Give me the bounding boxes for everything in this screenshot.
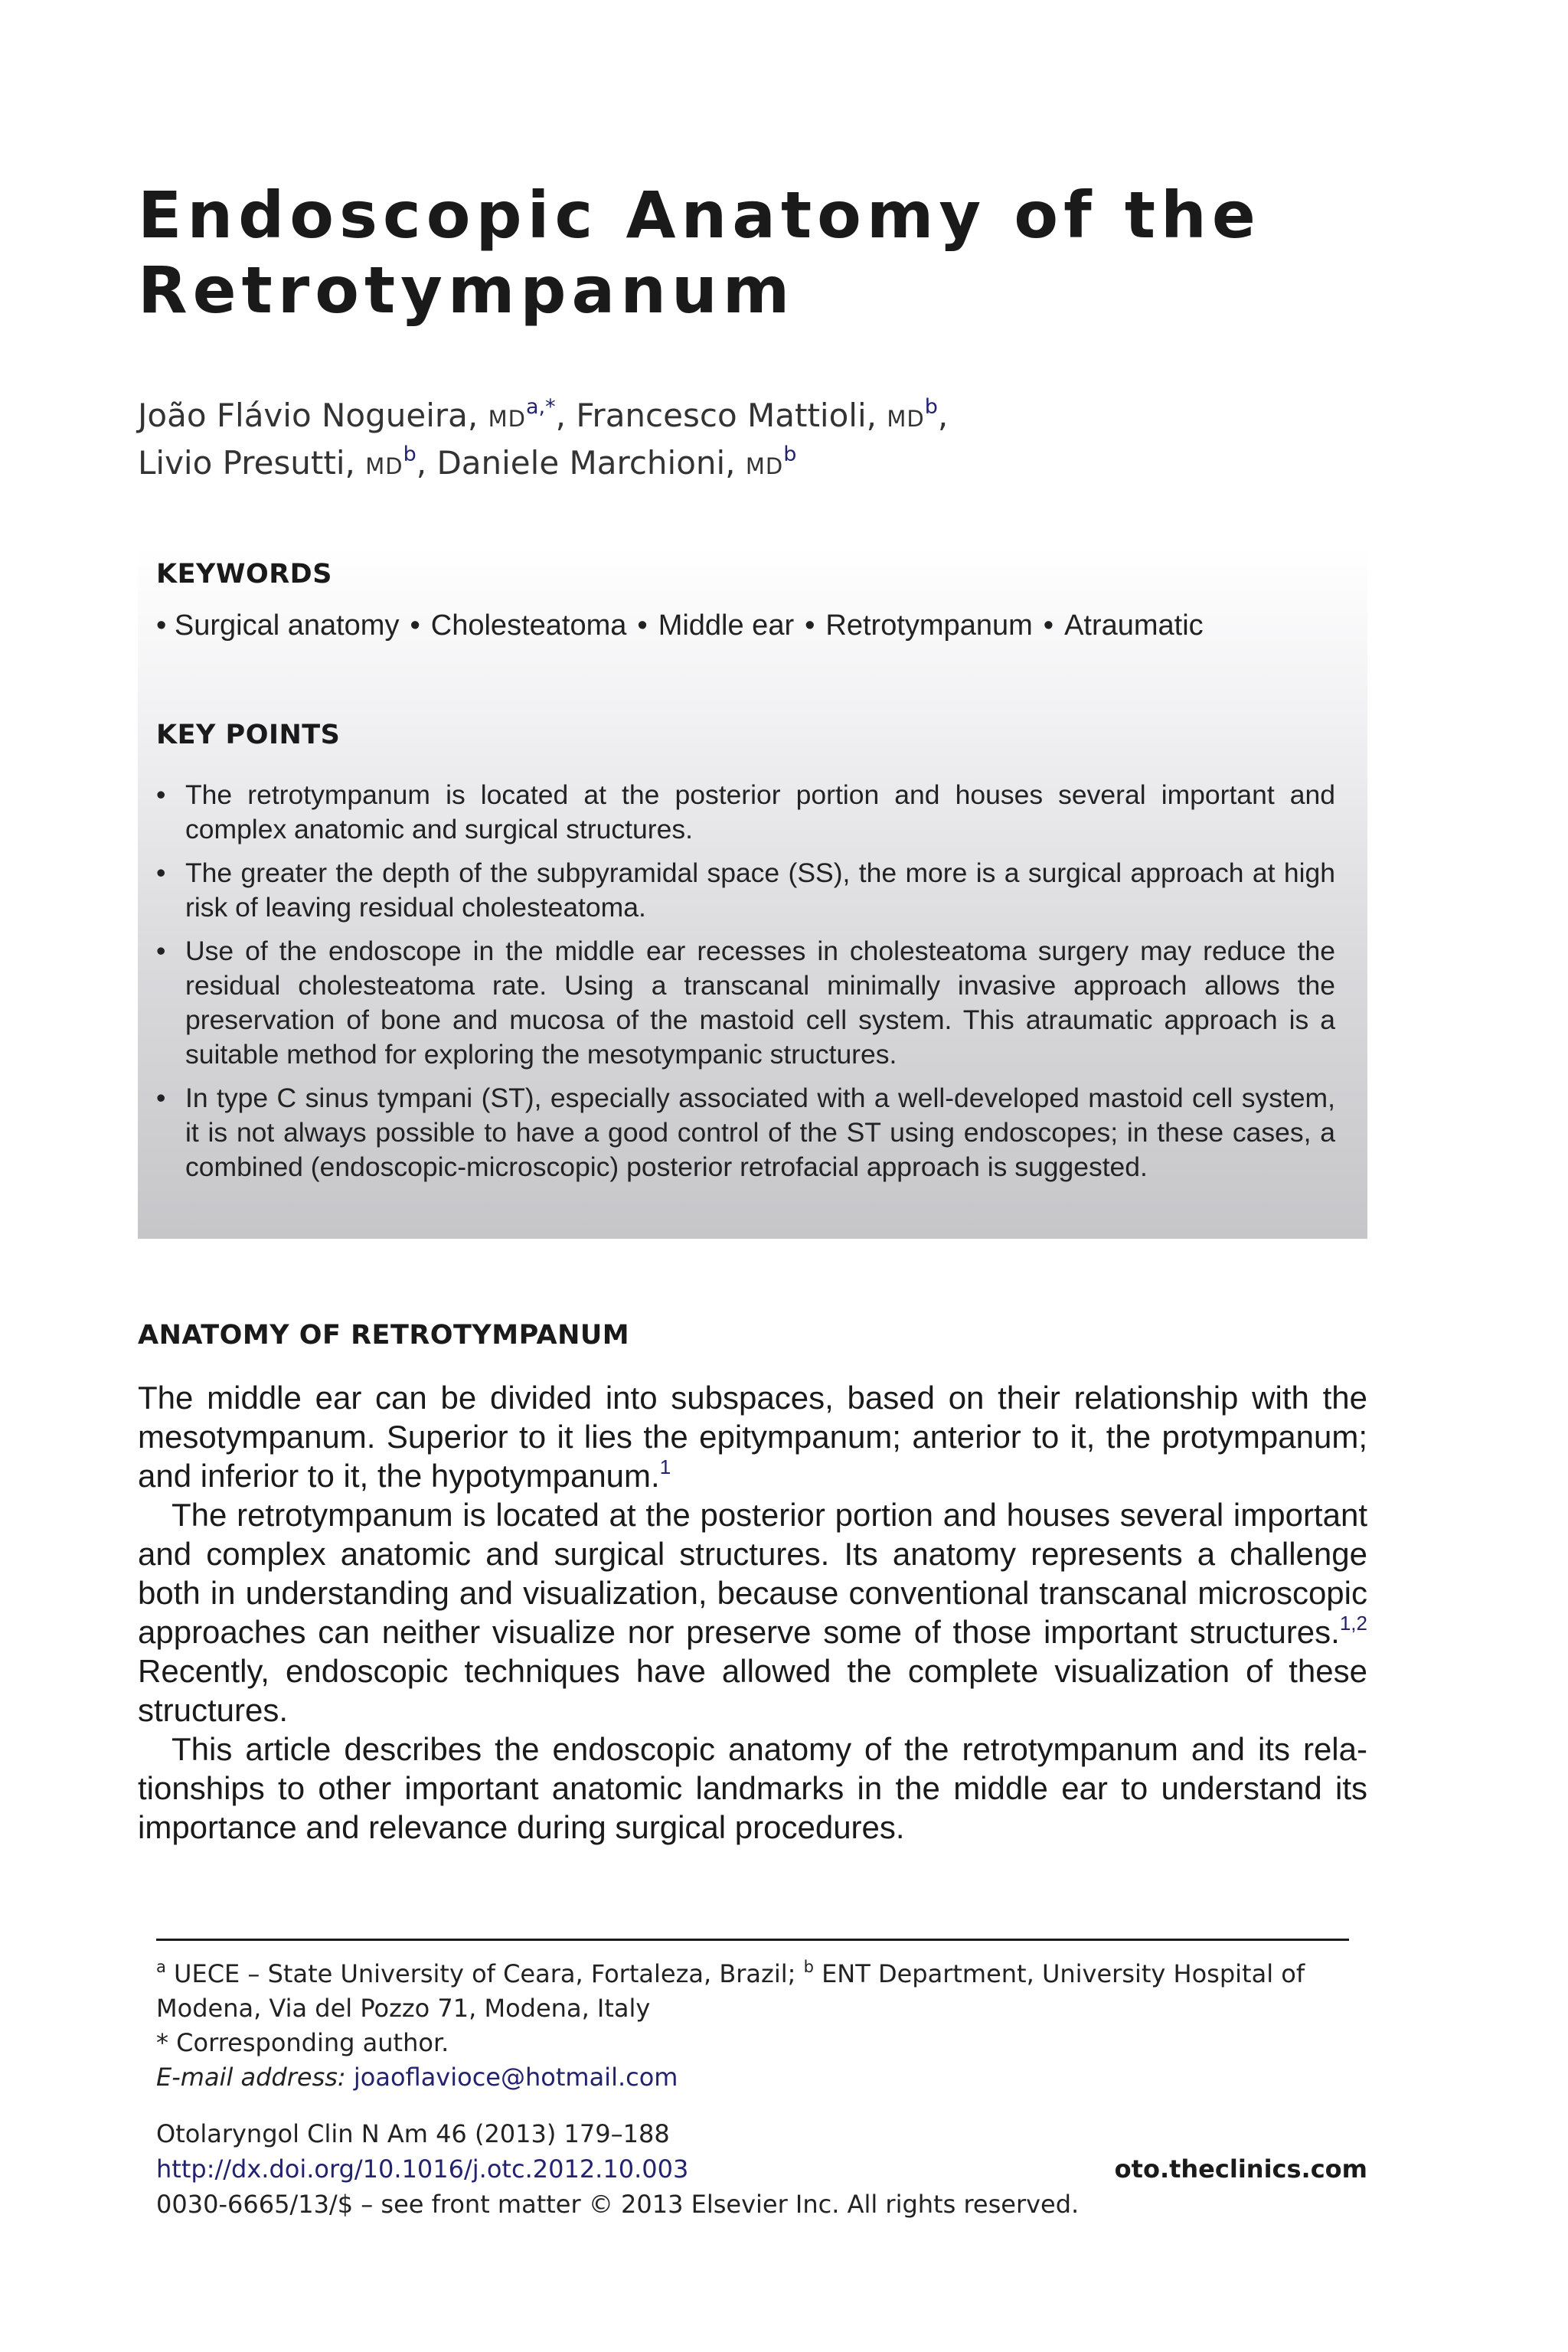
section-heading: ANATOMY OF RETROTYMPANUM: [138, 1320, 630, 1351]
bullet-icon: •: [156, 936, 166, 966]
doi-link[interactable]: http://dx.doi.org/10.1016/j.otc.2012.10.003: [156, 2154, 689, 2184]
affiliations: $^a$ UECE – State University of Ceara, Fortaleza, Brazil; $^b$ ENT Department, University Hospital of Modena, Via del Pozzo 71, Modena, Italy: [156, 1958, 1305, 2023]
author-name: Livio Presutti,: [138, 444, 366, 482]
copyright-notice: 0030-6665/13/$ – see front matter © 2013 Elsevier Inc. All rights reserved.: [156, 2190, 1080, 2219]
bullet-icon: •: [156, 1083, 166, 1113]
body-paragraph: The middle ear can be divided into subspaces, based on their relationship with the mesotympanum. Superior to it lies the epitympanum; anterior to it, the protympanum; and inferior to it, the hypotympanum.$^1$: [138, 1380, 1367, 1494]
key-point-item: • The greater the depth of the subpyramidal space (SS), the more is a surgical approach at high risk of leaving residual cholesteatoma.: [156, 858, 1335, 923]
journal-citation: Otolaryngol Clin N Am 46 (2013) 179–188: [156, 2119, 670, 2148]
keyword-item: Middle ear: [658, 609, 795, 642]
author-affiliation-mark[interactable]: a,*: [525, 395, 556, 419]
key-points-list: [156, 778, 1335, 1194]
keyword-bullet: •: [1043, 609, 1054, 642]
keyword-item: Retrotympanum: [825, 609, 1033, 642]
author-affiliation-mark[interactable]: b: [403, 443, 416, 466]
title-line-2: Retrotympanum: [138, 253, 795, 328]
keywords-keypoints-box: [138, 547, 1367, 1239]
footnote-divider: [156, 1939, 1349, 1941]
bullet-icon: •: [156, 779, 166, 810]
author-degree: MD: [745, 453, 784, 479]
keywords-heading: KEYWORDS: [156, 559, 332, 590]
author-name: Francesco Mattioli,: [576, 397, 887, 434]
author-affiliation-mark[interactable]: b: [783, 443, 797, 466]
author-degree: MD: [887, 406, 925, 432]
email-line: [156, 2060, 1351, 2095]
title-line-1: Endoscopic Anatomy of the: [138, 178, 1261, 253]
keyword-item: Cholesteatoma: [430, 609, 627, 642]
keyword-bullet: •: [410, 609, 420, 642]
author-affiliation-mark[interactable]: b: [924, 395, 938, 419]
author-list: João Flávio Nogueira, $MD^{a,*}$, Francesco Mattioli, $MD^b$, Livio Presutti, $MD^b$, Daniele Marchioni, $MD^b$: [138, 395, 949, 482]
body-paragraph: The retrotympanum is located at the posterior portion and houses several important and complex anatomic and surgical structures. Its anatomy represents a challenge both in understanding and visualization, because conventional transcanal microscopic approaches can neither visualize nor preserve some of those important structures.$^{1,2}$ Recently, endoscopic techniques have allowed the complete visualization of these structures.: [138, 1497, 1367, 1728]
corresponding-author: * Corresponding author.: [156, 2028, 449, 2057]
keywords-list: [156, 609, 1204, 642]
keyword-bullet: •: [156, 609, 167, 642]
footnotes: [156, 1957, 1351, 2095]
reference-link[interactable]: 1: [659, 1455, 671, 1478]
key-point-item: • The retrotympanum is located at the posterior portion and houses several important and complex anatomic and surgical structures.: [156, 779, 1335, 844]
email-link[interactable]: joaoflavioce@hotmail.com: [353, 2063, 678, 2092]
keyword-bullet: •: [637, 609, 648, 642]
key-point-item: • In type C sinus tympani (ST), especially associated with a well-developed mastoid cell system, it is not always possible to have a good control of the ST using endoscopes; in these cases, a combined (endoscopic-microscopic) posterior retrofacial approach is suggested.: [156, 1083, 1335, 1182]
author-name: Daniele Marchioni,: [436, 444, 746, 482]
reference-link[interactable]: 1,2: [1339, 1612, 1367, 1635]
article-title: [138, 178, 1439, 328]
key-point-item: • Use of the endoscope in the middle ear recesses in cholesteatoma surgery may reduce the residual cholesteatoma rate. Using a transcanal minimally invasive approach allows the preservation of bone and mucosa of the mastoid cell system. This atraumatic approach is a suitable method for exploring the mesotympanic structures.: [156, 936, 1335, 1070]
keyword-bullet: •: [805, 609, 815, 642]
author-degree: MD: [365, 453, 403, 479]
key-points-heading: KEY POINTS: [156, 720, 341, 750]
keyword-item: Surgical anatomy: [174, 609, 400, 642]
section-body: [138, 1378, 1367, 1847]
bullet-icon: •: [156, 858, 166, 888]
journal-website-link[interactable]: oto.theclinics.com: [1114, 2154, 1367, 2184]
email-label: E-mail address:: [156, 2063, 346, 2092]
keyword-item: Atraumatic: [1064, 609, 1204, 642]
body-paragraph: This article describes the endoscopic anatomy of the retrotympanum and its relationships to other important anatomic landmarks in the middle ear to understand its importance and relevance during surgical procedures.: [138, 1731, 1367, 1845]
author-degree: MD: [488, 406, 526, 432]
author-name: João Flávio Nogueira,: [138, 397, 488, 434]
